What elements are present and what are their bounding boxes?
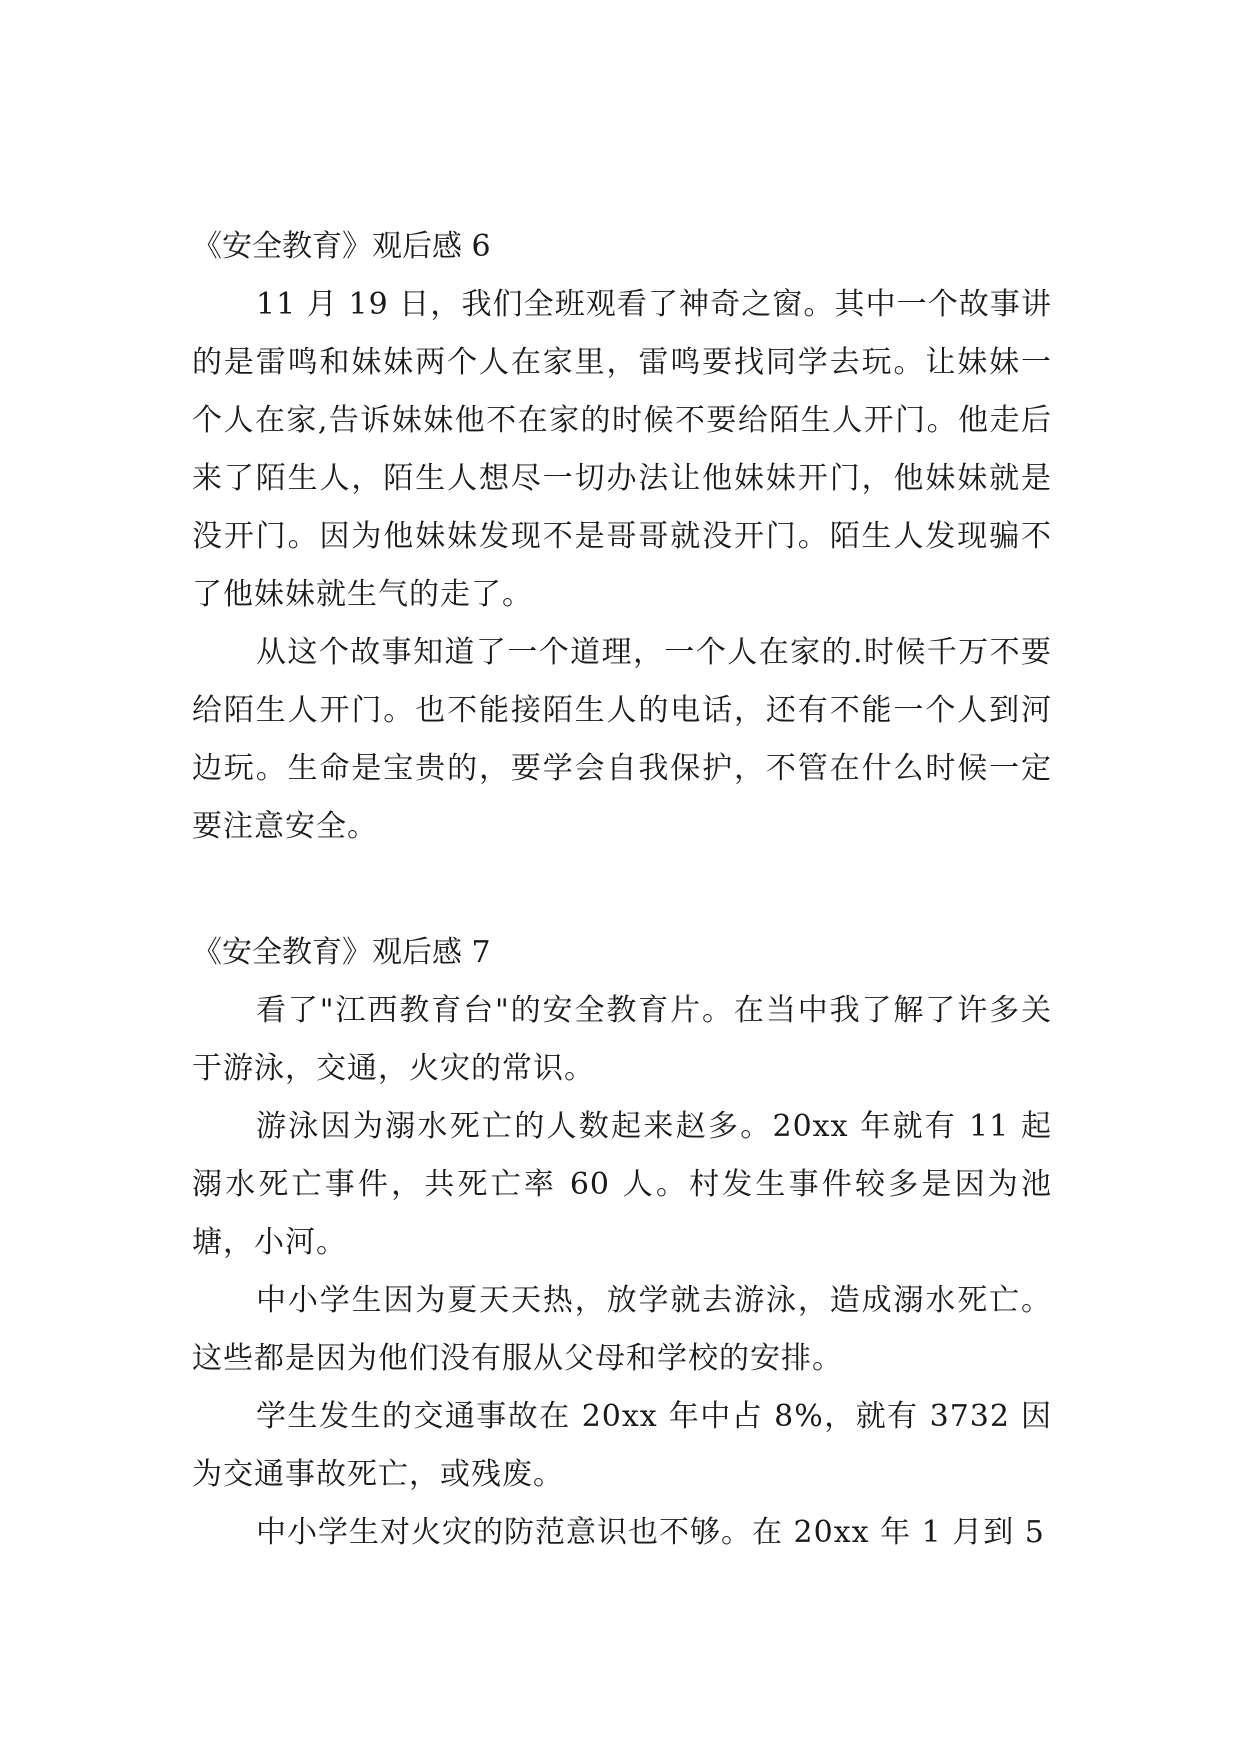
paragraph: 中小学生对火灾的防范意识也不够。在 20xx 年 1 月到 5 bbox=[256, 1515, 1045, 1550]
section-title: 《安全教育》观后感 6 bbox=[192, 229, 491, 264]
paragraph: 游泳因为溺水死亡的人数起来赵多。20xx 年就有 11 起溺水死亡事件，共死亡率 60 人。村发生事件较多是因为池塘，小河。 bbox=[192, 1109, 1052, 1260]
paragraph: 11 月 19 日，我们全班观看了神奇之窗。其中一个故事讲的是雷鸣和妹妹两个人在家里，雷鸣要找同学去玩。让妹妹一个人在家,告诉妹妹他不在家的时候不要给陌生人开门。他走后来了陌生人，陌生人想尽一切办法让他妹妹开门，他妹妹就是没开门。因为他妹妹发现不是哥哥就没开门。陌生人发现骗不了他妹妹就生气的走了。 bbox=[192, 287, 1052, 612]
essay-section-6 bbox=[192, 218, 1052, 856]
paragraph: 看了"江西教育台"的安全教育片。在当中我了解了许多关于游泳，交通，火灾的常识。 bbox=[192, 993, 1052, 1086]
essay-section-7 bbox=[192, 924, 1052, 1562]
paragraph: 从这个故事知道了一个道理，一个人在家的.时候千万不要给陌生人开门。也不能接陌生人的电话，还有不能一个人到河边玩。生命是宝贵的，要学会自我保护，不管在什么时候一定要注意安全。 bbox=[192, 635, 1052, 844]
paragraph: 学生发生的交通事故在 20xx 年中占 8%，就有 3732 因为交通事故死亡，或残废。 bbox=[192, 1399, 1052, 1492]
paragraph: 中小学生因为夏天天热，放学就去游泳，造成溺水死亡。这些都是因为他们没有服从父母和学校的安排。 bbox=[192, 1283, 1052, 1376]
section-title: 《安全教育》观后感 7 bbox=[192, 935, 491, 970]
